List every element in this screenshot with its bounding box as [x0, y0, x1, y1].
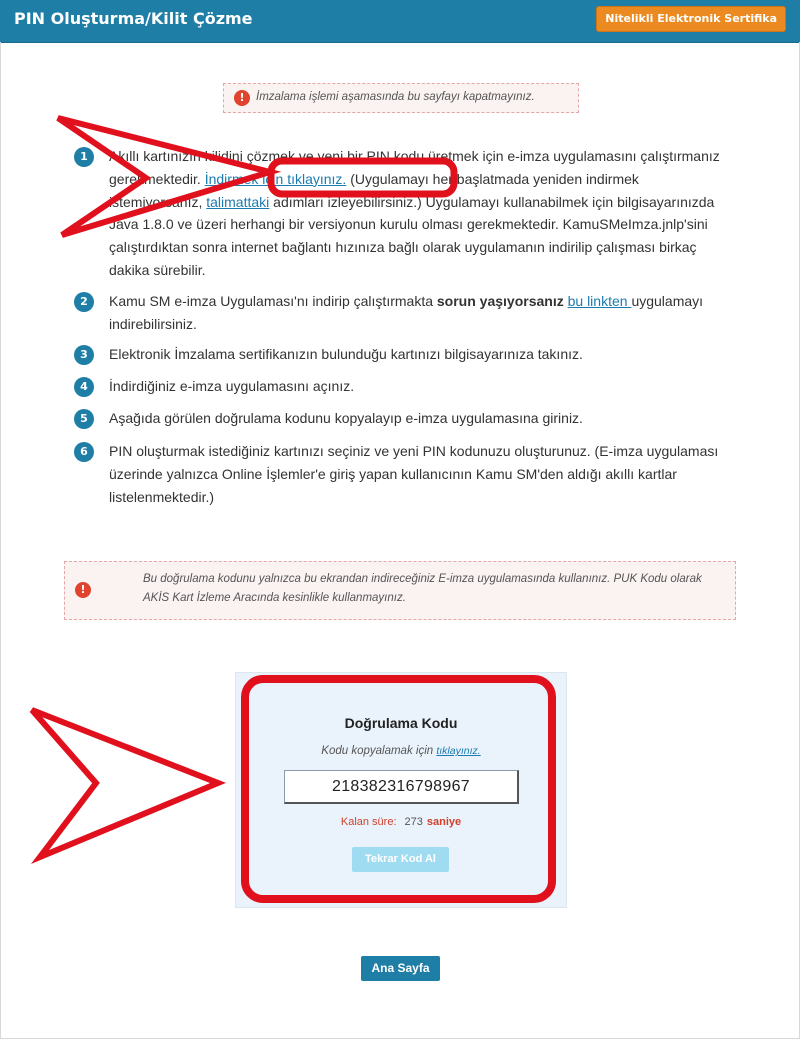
step-number: 5 [74, 409, 94, 429]
copy-hint [236, 745, 566, 757]
step-number: 6 [74, 442, 94, 462]
home-button[interactable]: Ana Sayfa [361, 956, 440, 981]
step-number: 3 [74, 345, 94, 365]
exclamation-circle-icon: ! [234, 90, 250, 106]
qualified-certificate-button[interactable]: Nitelikli Elektronik Sertifika [596, 6, 786, 32]
middle-warning-box [64, 561, 736, 620]
step-text-bold: sorun yaşıyorsanız [436, 293, 564, 309]
verification-code-panel [235, 672, 567, 908]
remaining-unit: saniye [426, 816, 462, 828]
step-text: Elektronik İmzalama sertifikanızın bulunduğu kartınızı bilgisayarınıza takınız. [109, 346, 583, 362]
step-text: İndirdiğiniz e-imza uygulamasını açınız. [109, 378, 355, 394]
verification-title: Doğrulama Kodu [344, 715, 458, 731]
header-bar [0, 0, 800, 43]
step-text [109, 290, 729, 336]
step-text-part: uygulamayı indirebilirsiniz. [109, 293, 704, 332]
top-warning-box [223, 83, 579, 113]
step-text: PIN oluşturmak istediğiniz kartınızı seçiniz ve yeni PIN kodunuzu oluşturunuz. (E-imza uygulaması üzerinde yalnızca Online İşlemler'e giriş yapan kullanıcının Kamu SM'den aldığı akıllı kartlar listelenmektedir.) [109, 443, 719, 505]
download-link[interactable]: İndirmek için tıklayınız. [204, 170, 347, 187]
remaining-time [236, 816, 566, 828]
copy-hint-text: Kodu kopyalamak için [321, 745, 437, 757]
step-text-part: Akıllı kartınızın kilidini çözmek ve yeni bir PIN kodu üretmek için e-imza uygulamasını çalıştırmanız gerekmektedir. [109, 148, 720, 187]
step-number: 1 [74, 147, 94, 167]
remaining-seconds: 273 [404, 816, 423, 828]
verification-code-field[interactable]: 218382316798967 [284, 770, 519, 804]
renew-code-button[interactable]: Tekrar Kod Al [352, 847, 449, 872]
top-warning-text: İmzalama işlemi aşamasında bu sayfayı kapatmayınız. [256, 91, 535, 103]
step-number: 2 [74, 292, 94, 312]
step-text-part: Kamu SM e-imza Uygulaması'nı indirip çalıştırmakta [109, 293, 437, 309]
step-number: 4 [74, 377, 94, 397]
step-text [109, 145, 729, 282]
step-text-part: adımları izleyebilirsiniz.) Uygulamayı kullanabilmek için bilgisayarınızda Java 1.8.0 ve üzeri herhangi bir versiyonun kurulu olması gerekmektedir. KamuSMeImza.jnlp'sini çalıştırdıktan sonra internet bağlantı hızınıza bağlı olarak uygulamanın indirilip çalışması birkaç dakika sürebilir. [109, 193, 715, 278]
copy-code-link[interactable]: tıklayınız. [436, 745, 481, 757]
middle-warning-text: Bu doğrulama kodunu yalnızca bu ekrandan indireceğiniz E-imza uygulamasında kullanınız. PUK Kodu olarak AKİS Kart İzleme Aracında kesinlikle kullanmayınız. [143, 573, 702, 604]
step-text: Aşağıda görülen doğrulama kodunu kopyalayıp e-imza uygulamasına giriniz. [109, 410, 583, 426]
instructions-link[interactable]: talimattaki [206, 193, 270, 210]
remaining-label: Kalan süre: [340, 816, 397, 828]
exclamation-circle-icon: ! [75, 582, 91, 598]
alternative-download-link[interactable]: bu linkten [567, 293, 632, 309]
step-text-part: (Uygulamayı her başlatmada yeniden indirmek istemiyorsanız, [109, 170, 639, 210]
page-title: PIN Oluşturma/Kilit Çözme [14, 9, 253, 28]
